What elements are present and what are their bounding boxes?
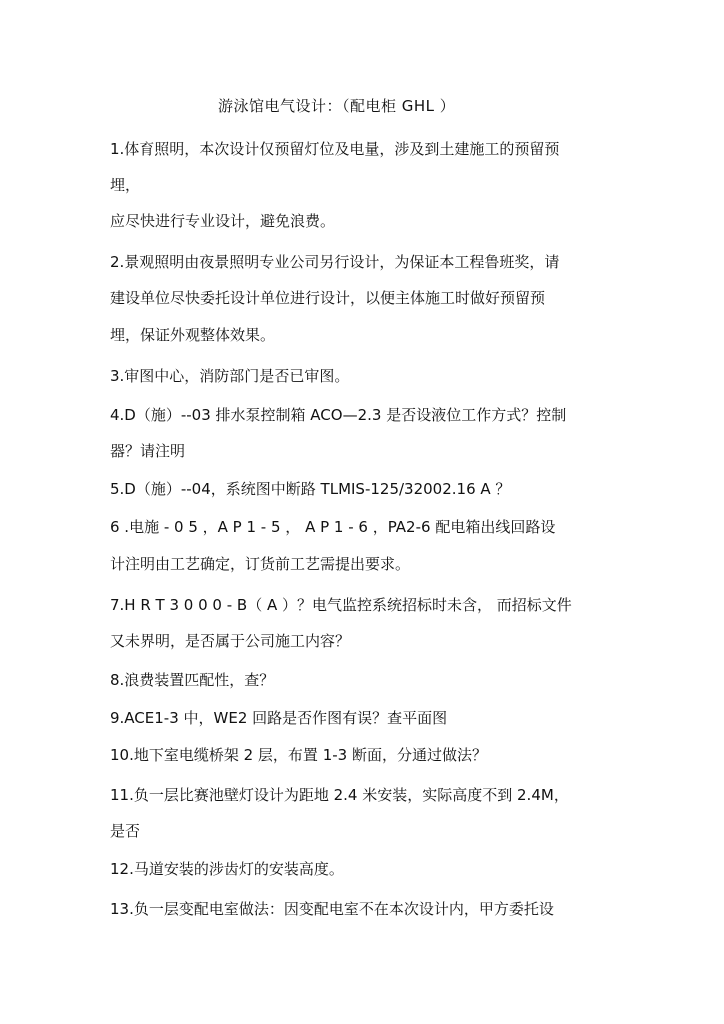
text-line: 埋， xyxy=(110,176,141,194)
text-line: 8.浪费装置匹配性，查？ xyxy=(110,671,275,689)
text-line: 5.D（施）--04，系统图中断路 TLMIS-125/32002.16 A ？ xyxy=(110,480,511,498)
text-line: 器？请注明 xyxy=(110,442,186,460)
text-line: 9.ACE1-3 中，WE2 回路是否作图有误？查平面图 xyxy=(110,709,448,727)
text-line: 埋，保证外观整体效果。 xyxy=(110,326,276,344)
text-line: 12.马道安装的涉齿灯的安装高度。 xyxy=(110,860,344,878)
text-line: 应尽快进行专业设计，避免浪费。 xyxy=(110,212,336,230)
text-line: 7.H R T 3 0 0 0 - B（ A ）？电气监控系统招标时未含， 而招标文件 xyxy=(110,596,572,614)
text-line: 4.D（施）--03 排水泵控制箱 ACO—2.3 是否设液位工作方式？控制 xyxy=(110,406,567,424)
text-line: 计注明由工艺确定，订货前工艺需提出要求。 xyxy=(110,555,411,573)
text-line: 10.地下室电缆桥架 2 层，布置 1-3 断面，分通过做法？ xyxy=(110,746,487,764)
text-line: 又未界明，是否属于公司施工内容？ xyxy=(110,632,351,650)
document-title: 游泳馆电气设计：（配电柜 GHL ） xyxy=(218,97,456,115)
text-line: 建设单位尽快委托设计单位进行设计，以便主体施工时做好预留预 xyxy=(110,289,546,307)
text-line: 11.负一层比赛池壁灯设计为距地 2.4 米安装，实际高度不到 2.4M， xyxy=(110,786,569,804)
text-line: 2.景观照明由夜景照明专业公司另行设计，为保证本工程鲁班奖，请 xyxy=(110,253,560,271)
text-line: 3.审图中心，消防部门是否已审图。 xyxy=(110,367,350,385)
text-line: 6 .电施 - 0 5 ，A P 1 - 5 ， A P 1 - 6 ，PA2-6 配电箱出线回路设 xyxy=(110,518,556,536)
text-line: 13.负一层变配电室做法：因变配电室不在本次设计内，甲方委托设 xyxy=(110,900,554,918)
text-line: 1.体育照明，本次设计仅预留灯位及电量，涉及到土建施工的预留预 xyxy=(110,140,560,158)
text-line: 是否 xyxy=(110,822,141,840)
